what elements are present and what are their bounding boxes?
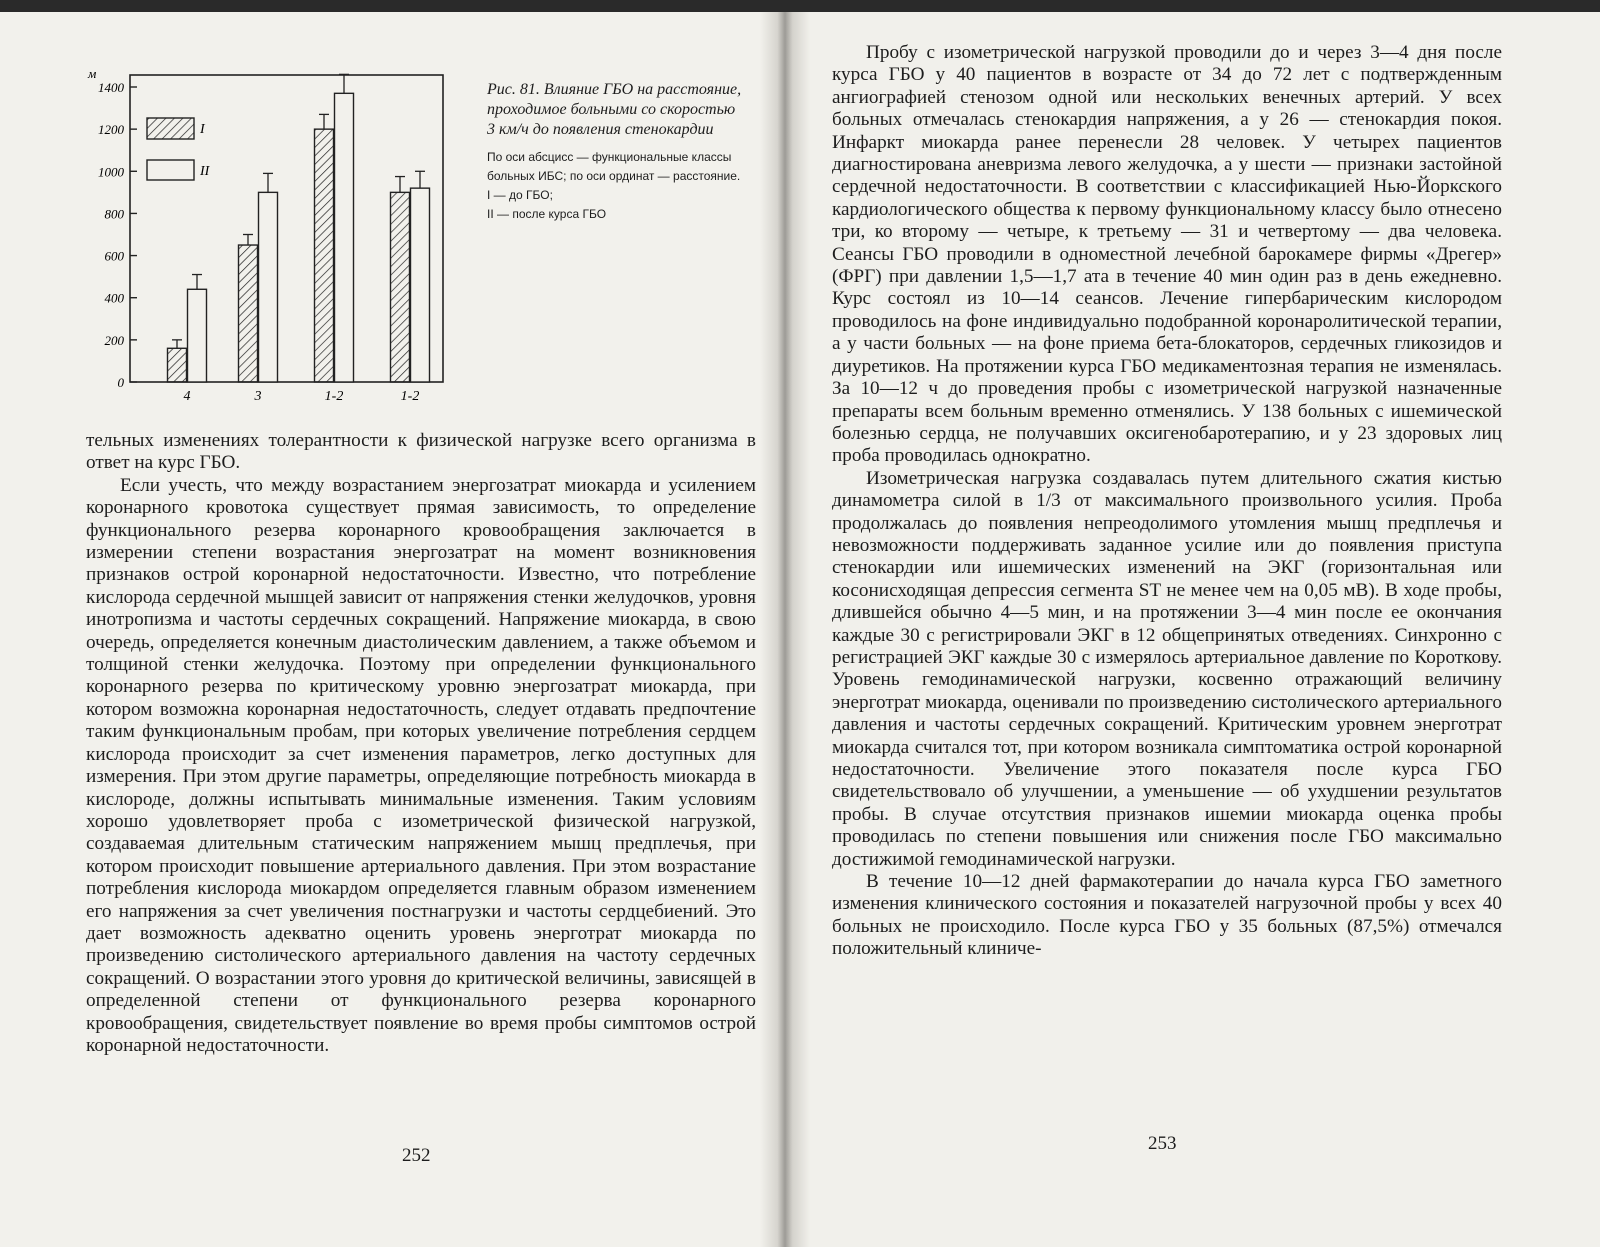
caption-axis-note: По оси абсцисс — функциональные классы больных ИБС; по оси ординат — расстояние.	[487, 150, 741, 183]
y-tick-label: 1400	[98, 80, 124, 95]
paragraph: В течение 10—12 дней фармакотерапии до начала курса ГБО заметного изменения клинического состояния и показателей нагрузочной пробы у всех 40 больных не происходило. После курса ГБО у 35 больных (87,5%) отмечался положительный клиниче-	[832, 871, 1502, 960]
legend-label-I: I	[200, 122, 205, 137]
scan-top-edge	[0, 0, 1600, 12]
left-page	[0, 12, 780, 1247]
y-tick-label: 1200	[98, 122, 124, 138]
page-number: 252	[402, 1145, 431, 1166]
x-category-label: 3	[254, 389, 262, 404]
paragraph: Если учесть, что между возрастанием энергозатрат миокарда и усилением коронарного кровотока существует прямая зависимость, то определение функционального резерва коронарного кровообращения заключается в измерении степени возрастания энергозатрат на момент возникновения признаков острой коронарной недостаточности. Известно, что потребление кислорода сердечной мышцей зависит от напряжения стенки желудочков, уровня инотропизма и частоты сердечных сокращений. Напряжение миокарда, в свою очередь, определяется конечным диастолическим давлением, а также объемом и толщиной стенки желудочка. Поэтому при определении функционального коронарного резерва по критическому уровню энергозатрат миокарда, при котором возможна коронарная недостаточность, следует отдавать предпочтение таким функциональным пробам, при которых увеличение потребления сердцем кислорода происходит за счет изменения параметров, легко доступных для измерения. При этом другие параметры, определяющие потребность миокарда в кислороде, должны испытывать минимальные изменения. Таким условиям хорошо удовлетворяет проба с изометрической физической нагрузкой, создаваемая длительным статическим напряжением мышц предплечья, при котором происходит повышение артериального давления. При этом возрастание потребления кислорода миокардом определяется главным образом изменением его напряжения за счет увеличения постнагрузки и частоты сердцебиений. Это дает возможность адекватно оценить уровень энерготрат миокарда по произведению систолического артериального давления на частоту сердечных сокращений. О возрастании этого уровня до критической величины, зависящей в определенной степени от функционального резерва коронарного кровообращения, свидетельствует появление во время пробы симптомов острой коронарной недостаточности.	[86, 474, 756, 1056]
y-tick-label: 1000	[98, 164, 124, 180]
right-body-text	[832, 42, 1502, 961]
y-tick-label: 200	[104, 332, 124, 348]
book-gutter	[760, 12, 810, 1247]
bar-series-II	[411, 188, 430, 382]
x-category-label: 1-2	[400, 389, 420, 404]
y-tick-label: 800	[104, 206, 124, 222]
y-tick-label: 0	[117, 375, 124, 390]
bar-series-II	[335, 93, 354, 382]
caption-legend-I: I — до ГБО;	[487, 188, 553, 202]
legend-label-II: II	[200, 164, 210, 179]
bar-series-II	[259, 192, 278, 382]
paragraph: Пробу с изометрической нагрузкой проводили до и через 3—4 дня после курса ГБО у 40 пациентов в возрасте от 34 до 72 лет с подтвержденным ангиографией стенозом одной или нескольких венечных артерий. У всех больных отмечалась стенокардия напряжения, а у 26 — стенокардия покоя. Инфаркт миокарда ранее перенесли 28 человек. У четырех пациентов диагностирована аневризма левого желудочка, а у шести — признаки застойной сердечной недостаточности. В соответствии с классификацией Нью-Йоркского кардиологического общества к первому функциональному классу было отнесено три, ко второму — четыре, к третьему — 31 и четвертому — два человека. Сеансы ГБО проводили в одноместной лечебной барокамере фирмы «Дрегер» (ФРГ) при давлении 1,5—1,7 ата в течение 40 мин один раз в день ежедневно. Курс состоял из 10—14 сеансов. Лечение гипербарическим кислородом проводилось на фоне индивидуально подобранной коронаролитической терапии, а у части больных — на фоне приема бета-блокаторов, сердечных гликозидов и диуретиков. На протяжении курса ГБО медикаментозная терапия не изменялась. За 10—12 ч до проведения пробы с изометрической нагрузкой назначенные препараты всем больным временно отменялись. У 138 больных с ишемической болезнью сердца, не получавших оксигенобаротерапию, и у 23 здоровых лиц проба проводилась однократно.	[832, 42, 1502, 467]
page-number: 253	[1148, 1133, 1177, 1154]
bar-chart	[80, 60, 460, 422]
legend	[147, 118, 211, 180]
paragraph: Изометрическая нагрузка создавалась путем длительного сжатия кистью динамометра силой в 1/3 от максимального произвольного усилия. Проба продолжалась до появления непреодолимого утомления мышц предплечья и невозможности поддерживать заданное усилие или до появления приступа стенокардии или ишемических изменений на ЭКГ (горизонтальная или косонисходящая депрессия сегмента ST не менее чем на 0,05 мВ). В ходе пробы, длившейся обычно 4—5 мин, и на протяжении 3—4 мин после ее окончания каждые 30 с регистрировали ЭКГ в 12 общепринятых отведениях. Синхронно с регистрацией ЭКГ каждые 30 с измерялось артериальное давление по Короткову. Уровень гемодинамической нагрузки, косвенно отражающий величину энерготрат миокарда, оценивали по произведению систолического артериального давления и частоты сердечных сокращений. Критическим уровнем энерготрат миокарда считался тот, при котором возникала симптоматика острой коронарной недостаточности. Увеличение этого показателя после курса ГБО свидетельствовало об улучшении, а уменьшение — об ухудшении результатов пробы. В случае отсутствия признаков ишемии миокарда оценка пробы проводилась по степени повышения или снижения после ГБО максимально достижимой гемодинамической нагрузки.	[832, 467, 1502, 870]
caption-legend-II: II — после курса ГБО	[487, 207, 607, 221]
y-tick-label: 600	[104, 248, 124, 264]
paragraph: тельных изменениях толерантности к физической нагрузке всего организма в ответ на курс ГБО.	[86, 430, 756, 474]
caption-title: Рис. 81. Влияние ГБО на расстояние, проходимое больными со скоростью 3 км/ч до появления стенокардии	[487, 81, 742, 138]
bar-series-I	[315, 129, 334, 382]
bar-series-I	[391, 192, 410, 382]
x-category-label: 1-2	[324, 389, 344, 404]
y-axis-unit: м	[88, 66, 97, 81]
y-tick-label: 400	[104, 290, 124, 306]
legend-swatch-hatched	[147, 118, 194, 139]
x-category-label: 4	[183, 389, 191, 404]
bar-series-I	[168, 348, 187, 382]
figure-caption	[487, 80, 743, 224]
bar-series-I	[239, 245, 258, 382]
left-body-text	[86, 430, 756, 1057]
legend-swatch-empty	[147, 160, 194, 180]
bar-series-II	[188, 289, 207, 382]
